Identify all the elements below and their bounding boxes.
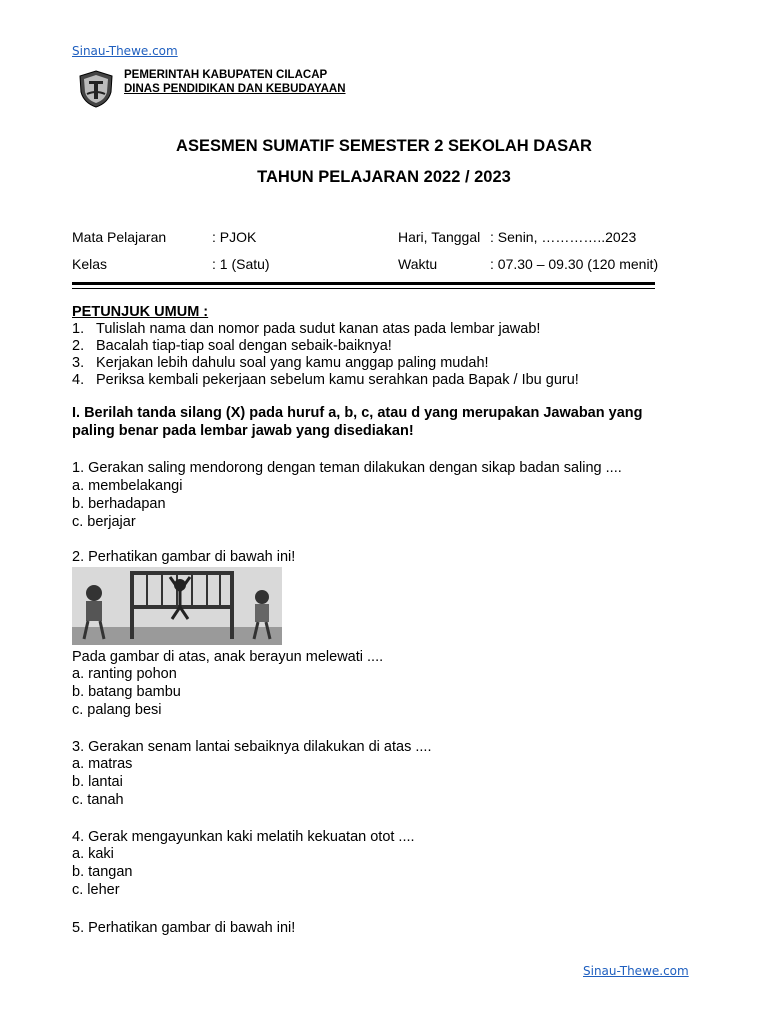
- instruction-item: [72, 371, 579, 389]
- question-3: 3. Gerakan senam lantai sebaiknya dilakukan di atas ....: [72, 739, 432, 755]
- q1-option-c: c. berjajar: [72, 514, 136, 530]
- instruction-item: [72, 354, 489, 372]
- section-1-line-1: I. Berilah tanda silang (X) pada huruf a, b, c, atau d yang merupakan Jawaban yang: [72, 405, 643, 421]
- instruction-num: 2.: [72, 338, 85, 354]
- instruction-num: 1.: [72, 321, 85, 337]
- title-line-1: ASESMEN SUMATIF SEMESTER 2 SEKOLAH DASAR: [176, 137, 592, 155]
- q1-option-a: a. membelakangi: [72, 478, 183, 494]
- q3-option-b: b. lantai: [72, 774, 123, 790]
- q2-option-a: a. ranting pohon: [72, 666, 177, 682]
- question-2: 2. Perhatikan gambar di bawah ini!: [72, 549, 296, 565]
- instruction-text: Bacalah tiap-tiap soal dengan sebaik-baiknya!: [96, 338, 392, 354]
- subject-label: Mata Pelajaran: [72, 229, 167, 245]
- regency-emblem-icon: [78, 70, 114, 108]
- question-4: 4. Gerak mengayunkan kaki melatih kekuatan otot ....: [72, 829, 415, 845]
- day-label: Hari, Tanggal: [398, 229, 481, 245]
- gov-line: PEMERINTAH KABUPATEN CILACAP: [124, 69, 328, 81]
- time-value: : 07.30 – 09.30 (120 menit): [490, 256, 659, 272]
- instruction-num: 4.: [72, 372, 85, 388]
- dept-line: DINAS PENDIDIKAN DAN KEBUDAYAAN: [124, 83, 346, 95]
- instruction-item: [72, 320, 540, 338]
- q4-option-c: c. leher: [72, 882, 120, 898]
- instruction-num: 3.: [72, 355, 85, 371]
- instruction-item: [72, 337, 392, 355]
- question-1: 1. Gerakan saling mendorong dengan teman dilakukan dengan sikap badan saling ....: [72, 460, 622, 476]
- instructions-heading: PETUNJUK UMUM :: [72, 304, 209, 320]
- site-link-bottom[interactable]: Sinau-Thewe.com: [583, 964, 689, 978]
- header-rule-thick: [72, 282, 655, 285]
- day-value: : Senin, …………..2023: [490, 229, 637, 245]
- title-line-2: TAHUN PELAJARAN 2022 / 2023: [257, 168, 511, 186]
- q2-option-c: c. palang besi: [72, 702, 162, 718]
- section-1-line-2: paling benar pada lembar jawab yang disediakan!: [72, 423, 414, 439]
- q3-option-a: a. matras: [72, 756, 133, 772]
- q4-option-b: b. tangan: [72, 864, 133, 880]
- q2-option-b: b. batang bambu: [72, 684, 181, 700]
- instruction-text: Tulislah nama dan nomor pada sudut kanan atas pada lembar jawab!: [96, 321, 541, 337]
- monkey-bars-illustration: [72, 567, 282, 645]
- q2-stem: Pada gambar di atas, anak berayun melewati ....: [72, 649, 384, 665]
- q4-option-a: a. kaki: [72, 846, 114, 862]
- time-label: Waktu: [398, 256, 438, 272]
- subject-value: : PJOK: [212, 229, 257, 245]
- class-value: : 1 (Satu): [212, 256, 270, 272]
- instruction-text: Kerjakan lebih dahulu soal yang kamu anggap paling mudah!: [96, 355, 489, 371]
- q3-option-c: c. tanah: [72, 792, 124, 808]
- class-label: Kelas: [72, 256, 108, 272]
- instruction-text: Periksa kembali pekerjaan sebelum kamu serahkan pada Bapak / Ibu guru!: [96, 372, 579, 388]
- q1-option-b: b. berhadapan: [72, 496, 166, 512]
- question-5: 5. Perhatikan gambar di bawah ini!: [72, 920, 296, 936]
- site-link-top[interactable]: Sinau-Thewe.com: [72, 44, 178, 58]
- header-rule-thin: [72, 288, 655, 289]
